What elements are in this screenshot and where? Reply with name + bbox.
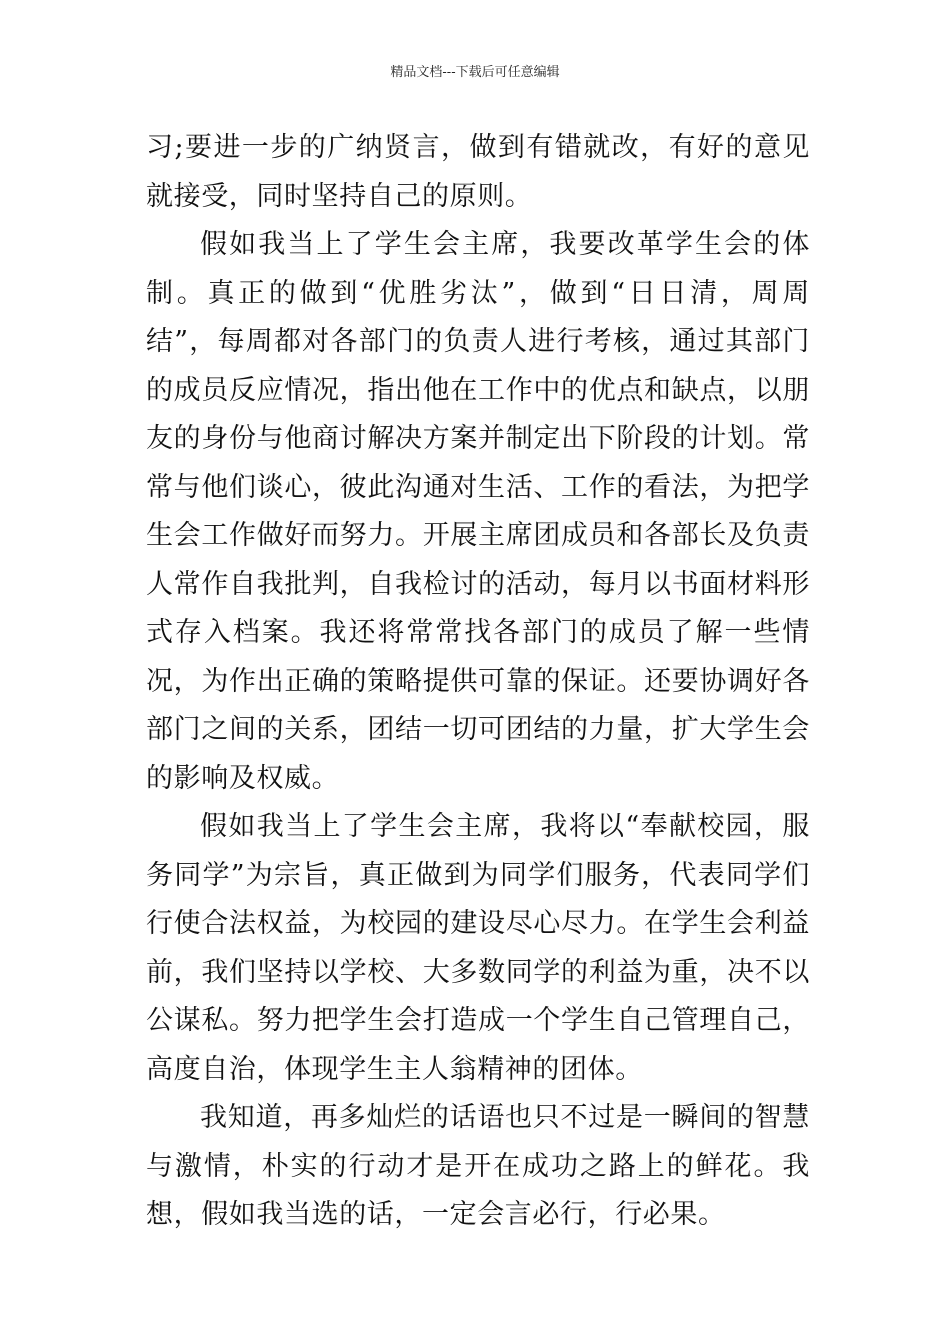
paragraph-reform-system: 假如我当上了学生会主席，我要改革学生会的体制。真正的做到“优胜劣汰”，做到“日日清，周周结”，每周都对各部门的负责人进行考核，通过其部门的成员反应情况，指出他在工作中的优点和缺点，以朋友的身份与他商讨解决方案并制定出下阶段的计划。常常与他们谈心，彼此沟通对生活、工作的看法，为把学生会工作做好而努力。开展主席团成员和各部长及负责人常作自我批判，自我检讨的活动，每月以书面材料形式存入档案。我还将常常找各部门的成员了解一些情况，为作出正确的策略提供可靠的保证。还要协调好各部门之间的关系，团结一切可团结的力量，扩大学生会的影响及权威。	[146, 229, 810, 794]
document-body	[146, 124, 810, 1240]
paragraph-continuation: 习;要进一步的广纳贤言，做到有错就改，有好的意见就接受，同时坚持自己的原则。	[146, 132, 810, 212]
paragraph-serve-students: 假如我当上了学生会主席，我将以“奉献校园，服务同学”为宗旨，真正做到为同学们服务，代表同学们行使合法权益，为校园的建设尽心尽力。在学生会利益前，我们坚持以学校、大多数同学的利益为重，决不以公谋私。努力把学生会打造成一个学生自己管理自己，高度自治，体现学生主人翁精神的团体。	[146, 811, 810, 1085]
page-header: 精品文档---下载后可任意编辑	[390, 65, 560, 80]
paragraph-conclusion: 我知道，再多灿烂的话语也只不过是一瞬间的智慧与激情，朴实的行动才是开在成功之路上的鲜花。我想，假如我当选的话，一定会言必行，行必果。	[146, 1102, 810, 1230]
